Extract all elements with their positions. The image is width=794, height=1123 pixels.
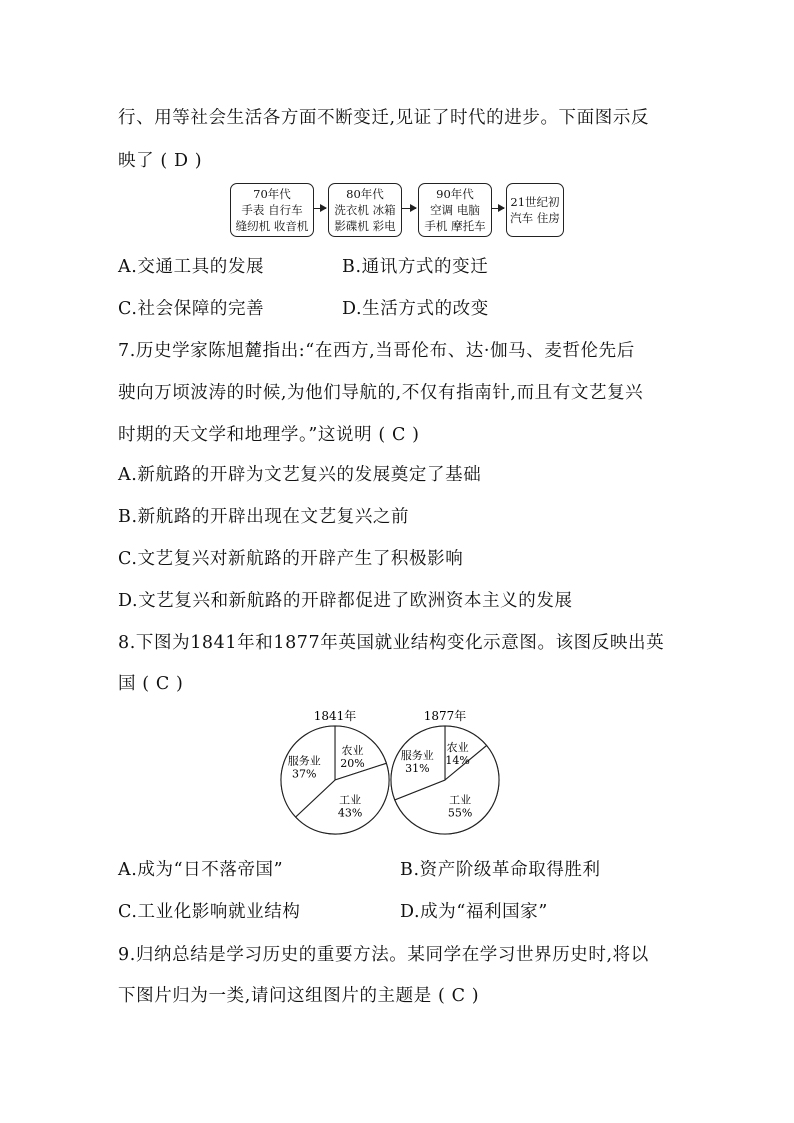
pie-category-label: 工业	[339, 793, 362, 807]
q8-stem-prefix: 国 (	[118, 674, 156, 694]
q7-stem-prefix: 时期的天文学和地理学。”这说明 (	[118, 425, 392, 445]
flow-box-90s-title: 90年代	[436, 187, 474, 201]
flow-arrow	[492, 208, 504, 209]
flow-box-70s-line2: 手表 自行车	[241, 203, 303, 217]
pie-title: 1877年	[423, 709, 467, 723]
q6-stem-line2	[118, 147, 202, 172]
q6-option-d: D.生活方式的改变	[342, 299, 489, 319]
q6-option-c: C.社会保障的完善	[118, 299, 265, 319]
flow-box-90s	[418, 183, 492, 237]
pie-title: 1841年	[313, 709, 357, 723]
pie-percent-label: 31%	[405, 762, 430, 776]
q8-stem-suffix: )	[169, 674, 184, 694]
flow-box-80s-title: 80年代	[346, 187, 384, 201]
flow-box-70s-line3: 缝纫机 收音机	[235, 219, 309, 233]
q8-stem-line2	[118, 670, 183, 695]
q9-stem-line2	[118, 982, 479, 1007]
flow-arrow	[402, 208, 416, 209]
q9-answer: C	[451, 986, 466, 1006]
q7-option-d: D.文艺复兴和新航路的开辟都促进了欧洲资本主义的发展	[118, 591, 573, 611]
pie-category-label: 服务业	[400, 749, 434, 763]
q6-options-row1	[118, 253, 489, 278]
q7-stem-line2: 驶向万顷波涛的时候,为他们导航的,不仅有指南针,而且有文艺复兴	[118, 383, 644, 403]
flow-box-70s-title: 70年代	[253, 187, 291, 201]
pie-percent-label: 55%	[447, 806, 473, 820]
q8-option-a: A.成为“日不落帝国”	[118, 860, 284, 880]
flow-box-21c-line2: 汽车 住房	[510, 211, 560, 225]
flow-box-80s-line2: 洗衣机 冰箱	[334, 203, 396, 217]
flow-box-80s-line3: 影碟机 彩电	[334, 219, 396, 233]
q8-option-c: C.工业化影响就业结构	[118, 902, 301, 922]
q6-stem-prefix: 映了 (	[118, 151, 174, 171]
q8-option-b: B.资产阶级革命取得胜利	[400, 860, 601, 880]
flow-box-21c-title: 21世纪初	[510, 195, 560, 209]
q6-answer: D	[173, 151, 189, 171]
pie-category-label: 工业	[449, 793, 472, 807]
flow-box-80s	[328, 183, 402, 237]
q7-stem-line1: 7.历史学家陈旭麓指出:“在西方,当哥伦布、达·伽马、麦哲伦先后	[118, 341, 635, 361]
flow-box-90s-line2: 空调 电脑	[430, 203, 480, 217]
q9-stem-prefix: 下图片归为一类,请问这组图片的主题是 (	[118, 986, 452, 1006]
q7-stem-line3	[118, 421, 420, 446]
q7-answer: C	[391, 425, 406, 445]
q7-option-c: C.文艺复兴对新航路的开辟产生了积极影响	[118, 549, 464, 569]
q7-stem-suffix: )	[405, 425, 420, 445]
flow-box-21c	[506, 183, 564, 237]
pie-category-label: 服务业	[287, 754, 321, 768]
pie-category-label: 农业	[446, 741, 469, 755]
pie-percent-label: 20%	[340, 756, 365, 770]
flow-box-90s-line3: 手机 摩托车	[424, 219, 486, 233]
q9-stem-suffix: )	[465, 986, 480, 1006]
q6-option-a: A.交通工具的发展	[118, 257, 265, 277]
q8-answer: C	[155, 674, 170, 694]
pie-percent-label: 37%	[292, 767, 317, 781]
q8-options-row2	[118, 898, 548, 923]
q6-options-row2	[118, 295, 489, 320]
q8-stem-line1: 8.下图为1841年和1877年英国就业结构变化示意图。该图反映出英	[118, 633, 665, 653]
q7-option-b: B.新航路的开辟出现在文艺复兴之前	[118, 507, 410, 527]
flow-arrow	[314, 208, 326, 209]
q9-stem-line1: 9.归纳总结是学习历史的重要方法。某同学在学习世界历史时,将以	[118, 945, 649, 965]
q6-stem-line1: 行、用等社会生活各方面不断变迁,见证了时代的进步。下面图示反	[118, 108, 650, 128]
employment-pie-charts	[280, 705, 520, 835]
pie-percent-label: 14%	[445, 754, 470, 768]
pie-category-label: 农业	[341, 743, 364, 757]
pie-percent-label: 43%	[337, 806, 363, 820]
q7-option-a: A.新航路的开辟为文艺复兴的发展奠定了基础	[118, 465, 482, 485]
flow-box-70s	[230, 183, 314, 237]
q8-option-d: D.成为“福利国家”	[400, 902, 548, 922]
q6-stem-suffix: )	[188, 151, 203, 171]
q6-option-b: B.通讯方式的变迁	[342, 257, 489, 277]
q8-options-row1	[118, 856, 601, 881]
